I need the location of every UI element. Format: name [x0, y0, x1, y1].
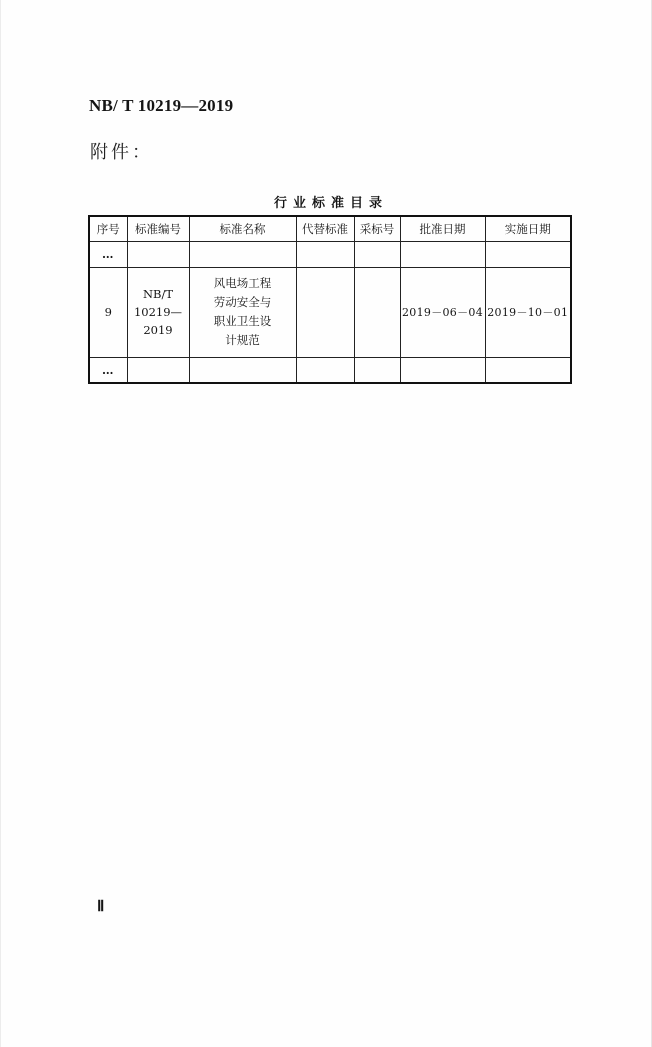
column-header-replaces: 代替标准 — [296, 216, 354, 241]
column-header-name: 标准名称 — [189, 216, 296, 241]
row-effective — [485, 357, 571, 383]
table-row — [89, 241, 571, 267]
row-seq: 9 — [89, 267, 127, 357]
name-line: 劳动安全与 — [213, 295, 272, 309]
row-code — [127, 241, 189, 267]
row-code — [127, 267, 189, 357]
column-header-adopted: 采标号 — [354, 216, 400, 241]
column-header-code: 标准编号 — [127, 216, 189, 241]
row-adopted — [354, 241, 400, 267]
standard-catalog-table — [88, 215, 572, 384]
table-row — [89, 357, 571, 383]
row-effective — [485, 241, 571, 267]
name-line: 计规范 — [225, 333, 260, 347]
column-header-effective: 实施日期 — [485, 216, 571, 241]
row-approved — [400, 241, 485, 267]
row-name — [189, 241, 296, 267]
row-approved — [400, 357, 485, 383]
table-header-row — [89, 216, 571, 241]
row-name — [189, 267, 296, 357]
column-header-approved: 批准日期 — [400, 216, 485, 241]
name-line: 职业卫生设 — [213, 314, 272, 328]
name-line: 风电场工程 — [213, 276, 272, 290]
code-line: 2019 — [143, 323, 173, 337]
row-seq: … — [89, 241, 127, 267]
row-effective: 2019－10－01 — [485, 267, 571, 357]
standard-code: NB/ T 10219—2019 — [89, 96, 234, 115]
column-header-seq: 序号 — [89, 216, 127, 241]
row-adopted — [354, 267, 400, 357]
code-line: NB/T — [142, 287, 174, 301]
row-replaces — [296, 357, 354, 383]
row-name — [189, 357, 296, 383]
code-line: 10219— — [133, 305, 183, 319]
page-number: Ⅱ — [97, 899, 105, 915]
table-row — [89, 267, 571, 357]
row-replaces — [296, 267, 354, 357]
row-replaces — [296, 241, 354, 267]
row-seq: … — [89, 357, 127, 383]
catalog-title: 行业标准目录 — [273, 196, 388, 211]
attachment-label: 附件： — [90, 142, 153, 163]
row-adopted — [354, 357, 400, 383]
row-code — [127, 357, 189, 383]
row-approved: 2019－06－04 — [400, 267, 485, 357]
